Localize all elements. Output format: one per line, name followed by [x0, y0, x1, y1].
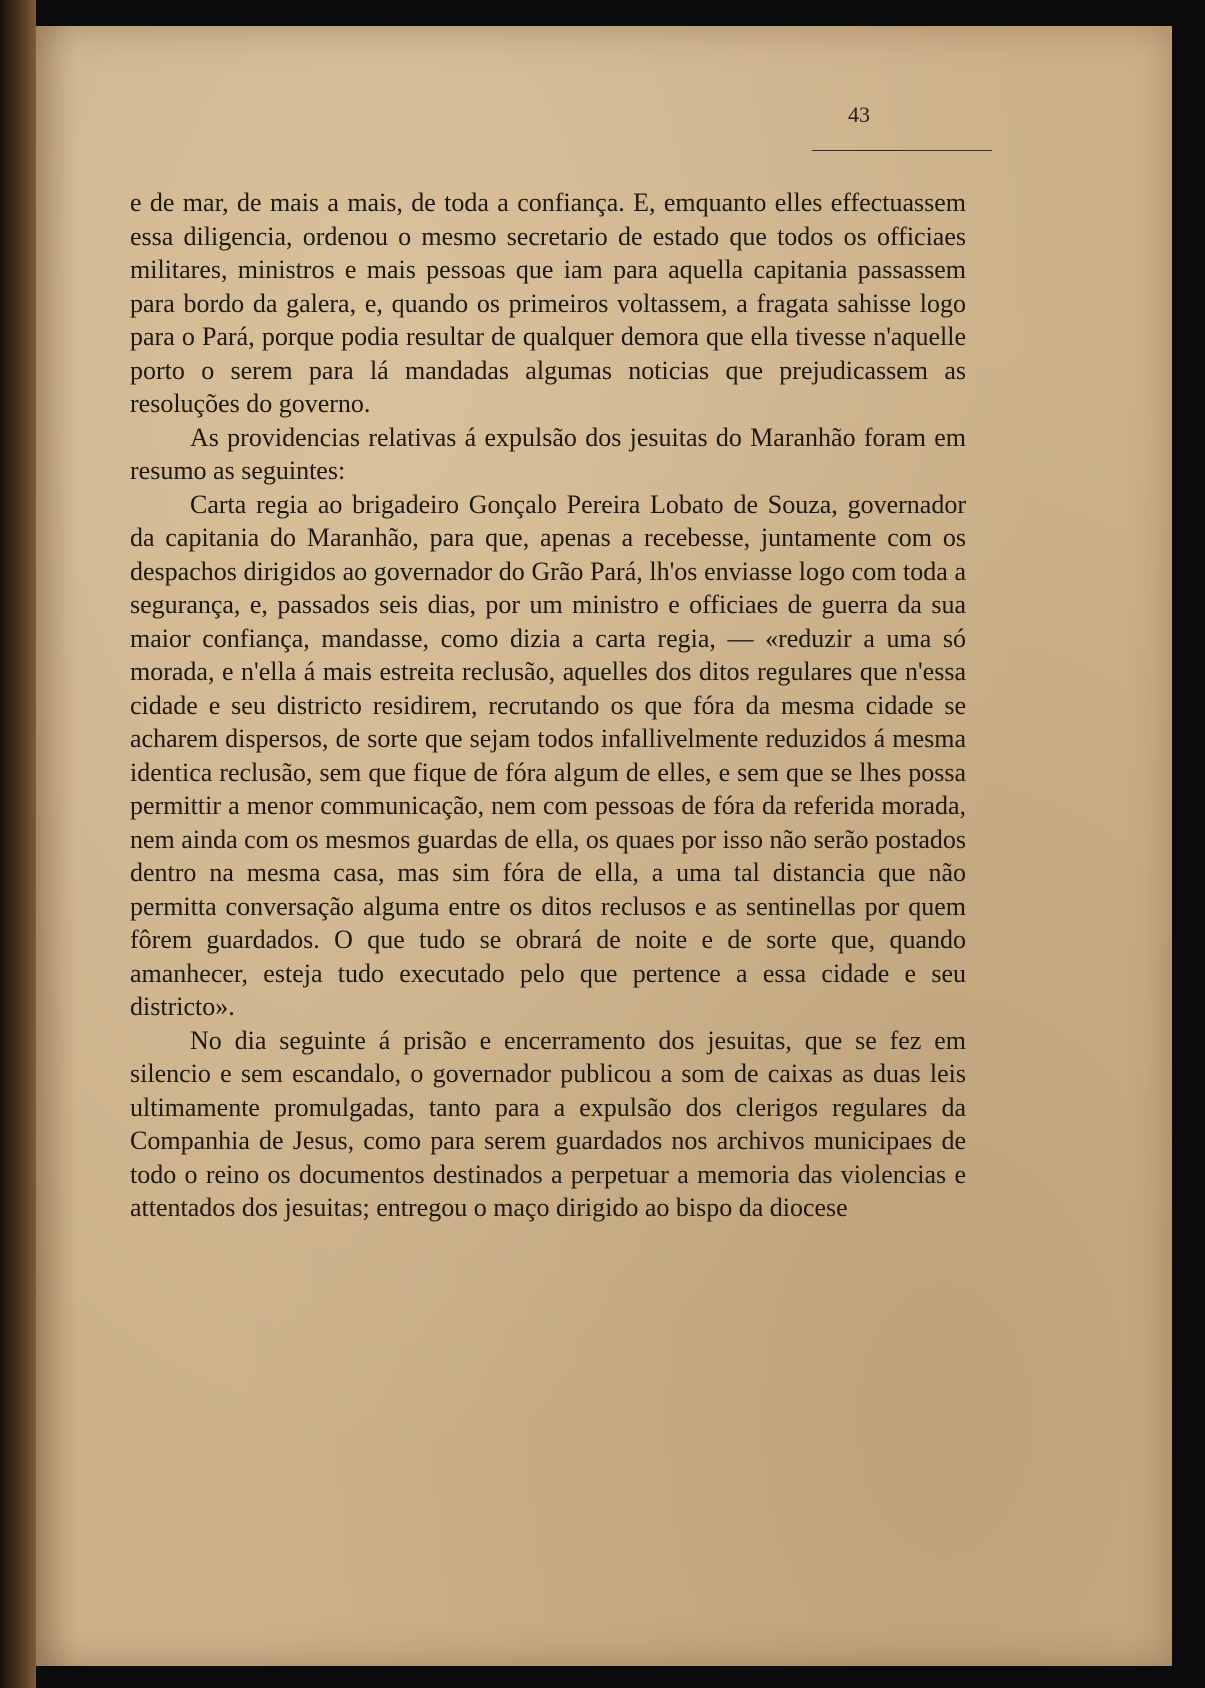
body-text [130, 186, 966, 1225]
paragraph: e de mar, de mais a mais, de toda a confiança. E, emquanto elles effectuassem essa diligencia, ordenou o mesmo secretario de estado que todos os officiaes militares, ministros e mais pessoas que iam para aquella capitania passassem para bordo da galera, e, quando os primeiros voltassem, a fragata sahisse logo para o Pará, porque podia resultar de qualquer demora que ella tivesse n'aquelle porto o serem para lá mandadas algumas noticias que prejudicassem as resoluções do governo. [130, 188, 966, 418]
book-spine-edge [0, 0, 36, 1688]
page-number: 43 [848, 102, 870, 127]
paragraph: Carta regia ao brigadeiro Gonçalo Pereira Lobato de Souza, governador da capitania do Maranhão, para que, apenas a recebesse, juntamente com os despachos dirigidos ao governador do Grão Pará, lh'os enviasse logo com toda a segurança, e, passados seis dias, por um ministro e officiaes de guerra da sua maior confiança, mandasse, como dizia a carta regia, — «reduzir a uma só morada, e n'ella á mais estreita reclusão, aquelles dos ditos regulares que n'essa cidade e seu districto residirem, recrutando os que fóra da mesma cidade se acharem dispersos, de sorte que sejam todos infallivelmente reduzidos á mesma identica reclusão, sem que fique de fóra algum de elles, e sem que se lhes possa permittir a menor communicação, nem com pessoas de fóra da referida morada, nem ainda com os mesmos guardas de ella, os quaes por isso não serão postados dentro na mesma casa, mas sim fóra de ella, a uma tal distancia que não permitta conversação alguma entre os ditos reclusos e as sentinellas por quem fôrem guardados. O que tudo se obrará de noite e de sorte que, quando amanhecer, esteja tudo executado pelo que pertence a essa cidade e seu districto». [130, 489, 966, 1021]
paragraph: No dia seguinte á prisão e encerramento dos jesuitas, que se fez em silencio e sem escandalo, o governador publicou a som de caixas as duas leis ultimamente promulgadas, tanto para a expulsão dos clerigos regulares da Companhia de Jesus, como para serem guardados nos archivos municipaes de todo o reino os documentos destinados a perpetuar a memoria das violencias e attentados dos jesuitas; entregou o maço dirigido ao bispo da diocese [130, 1025, 966, 1222]
paragraph: As providencias relativas á expulsão dos jesuitas do Maranhão foram em resumo as seguintes: [130, 422, 966, 485]
header-rule [812, 150, 992, 151]
